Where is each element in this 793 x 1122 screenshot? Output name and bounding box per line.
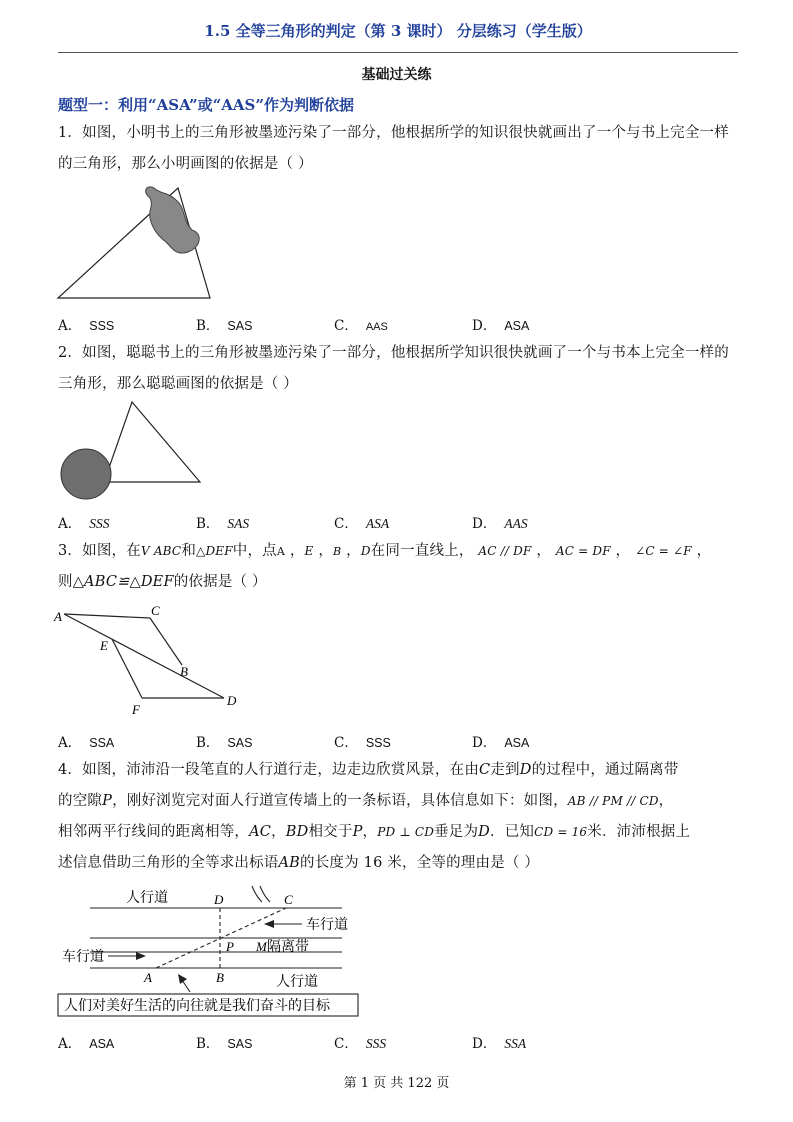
question-2-figure xyxy=(56,400,206,500)
q4-label-c: C xyxy=(284,892,293,907)
q2-triangle xyxy=(104,402,200,482)
q4-lane-right: 车行道 xyxy=(306,918,348,933)
option-c[interactable]: C． ASA xyxy=(334,516,390,532)
q4-arrow-slogan-head xyxy=(178,974,187,984)
page-header: 1.5 全等三角形的判定（第 3 课时） 分层练习（学生版） xyxy=(204,22,592,40)
question-1-options xyxy=(58,314,738,334)
option-b[interactable]: B． SAS xyxy=(196,516,250,532)
option-b[interactable]: B． SAS xyxy=(196,1036,253,1052)
q3-label-c: C xyxy=(151,603,160,618)
option-a[interactable]: A． ASA xyxy=(58,1036,115,1052)
q1-ink-blot xyxy=(146,187,200,253)
q4-arrow-slogan xyxy=(182,980,190,992)
option-a[interactable]: A． SSS xyxy=(58,318,115,334)
option-d[interactable]: D． ASA xyxy=(472,735,530,751)
question-4-options xyxy=(58,1032,738,1052)
q4-arrow-right-head xyxy=(264,920,274,928)
q4-label-b: B xyxy=(216,970,224,985)
option-a[interactable]: A． SSS xyxy=(58,516,110,532)
page-footer: 第 1 页 共 122 页 xyxy=(343,1076,450,1091)
q3-label-a: A xyxy=(54,609,62,624)
question-3-text: 3．如图，在V ABC和△DEF中，点A ，E ，B ，D在同一直线上， AC // DF ， AC = DF ， ∠C = ∠F ， 则△ABC≌△DEF的依据是（ ） xyxy=(58,543,712,590)
q4-label-m: M xyxy=(256,939,267,954)
q3-label-d: D xyxy=(227,693,237,708)
q4-sidewalk-top: 人行道 xyxy=(126,891,168,906)
header-divider xyxy=(58,52,738,53)
q4-sidewalk-bottom: 人行道 xyxy=(276,975,318,990)
q3-line-ad xyxy=(64,614,224,698)
q4-label-p: P xyxy=(226,939,234,954)
q3-line-ef xyxy=(112,639,142,698)
question-2-text: 2．如图，聪聪书上的三角形被墨迹污染了一部分，他根据所学知识很快就画了一个与书本上完全一样的三角形，那么聪聪画图的依据是（ ） xyxy=(58,345,729,392)
q3-line-ac xyxy=(64,614,150,618)
option-c[interactable]: C． AAS xyxy=(334,318,388,334)
option-c[interactable]: C． SSS xyxy=(334,1036,387,1052)
q2-ink-circle xyxy=(61,449,111,499)
q4-slogan-text: 人们对美好生活的向往就是我们奋斗的目标 xyxy=(64,999,330,1014)
option-d[interactable]: D． ASA xyxy=(472,318,530,334)
q4-arrow-left-head xyxy=(136,952,146,960)
option-d[interactable]: D． SSA xyxy=(472,1036,527,1052)
q3-label-e: E xyxy=(100,638,108,653)
option-d[interactable]: D． AAS xyxy=(472,516,528,532)
question-2-options xyxy=(58,512,738,532)
q4-label-d: D xyxy=(214,892,224,907)
q3-line-cb xyxy=(150,618,182,665)
question-4-figure xyxy=(56,882,366,1022)
section-title: 基础过关练 xyxy=(361,67,432,83)
question-1-text: 1．如图，小明书上的三角形被墨迹污染了一部分，他根据所学的知识很快就画出了一个与书上完全一样的三角形，那么小明画图的依据是（ ） xyxy=(58,125,729,172)
q3-label-f: F xyxy=(132,702,140,717)
option-b[interactable]: B． SAS xyxy=(196,318,253,334)
question-3-figure xyxy=(50,602,250,720)
question-type-title: 题型一：利用“ASA”或“AAS”作为判断依据 xyxy=(58,96,354,114)
q4-lane-left: 车行道 xyxy=(62,950,104,965)
q3-label-b: B xyxy=(180,664,188,679)
q4-walker-mark xyxy=(252,886,270,902)
question-4-text: 4．如图，沛沛沿一段笔直的人行道行走，边走边欣赏风景，在由C走到D的过程中，通过隔离带 的空隙P，刚好浏览完对面人行道宣传墙上的一条标语，具体信息如下：如图，AB // PM // CD， 相邻两平行线间的距离相等，AC，BD相交于P，PD ⊥ CD垂足为D．已知CD = 16米．沛沛根据上 述信息借助三角形的全等求出标语AB的长度为 16 米，全等的理由是（ ） xyxy=(58,762,691,871)
option-c[interactable]: C． SSS xyxy=(334,735,391,751)
option-a[interactable]: A． SSA xyxy=(58,735,115,751)
q4-median: 隔离带 xyxy=(267,940,309,955)
question-3-options xyxy=(58,731,738,751)
q4-label-a: A xyxy=(144,970,152,985)
option-b[interactable]: B． SAS xyxy=(196,735,253,751)
question-1-figure xyxy=(50,182,220,307)
